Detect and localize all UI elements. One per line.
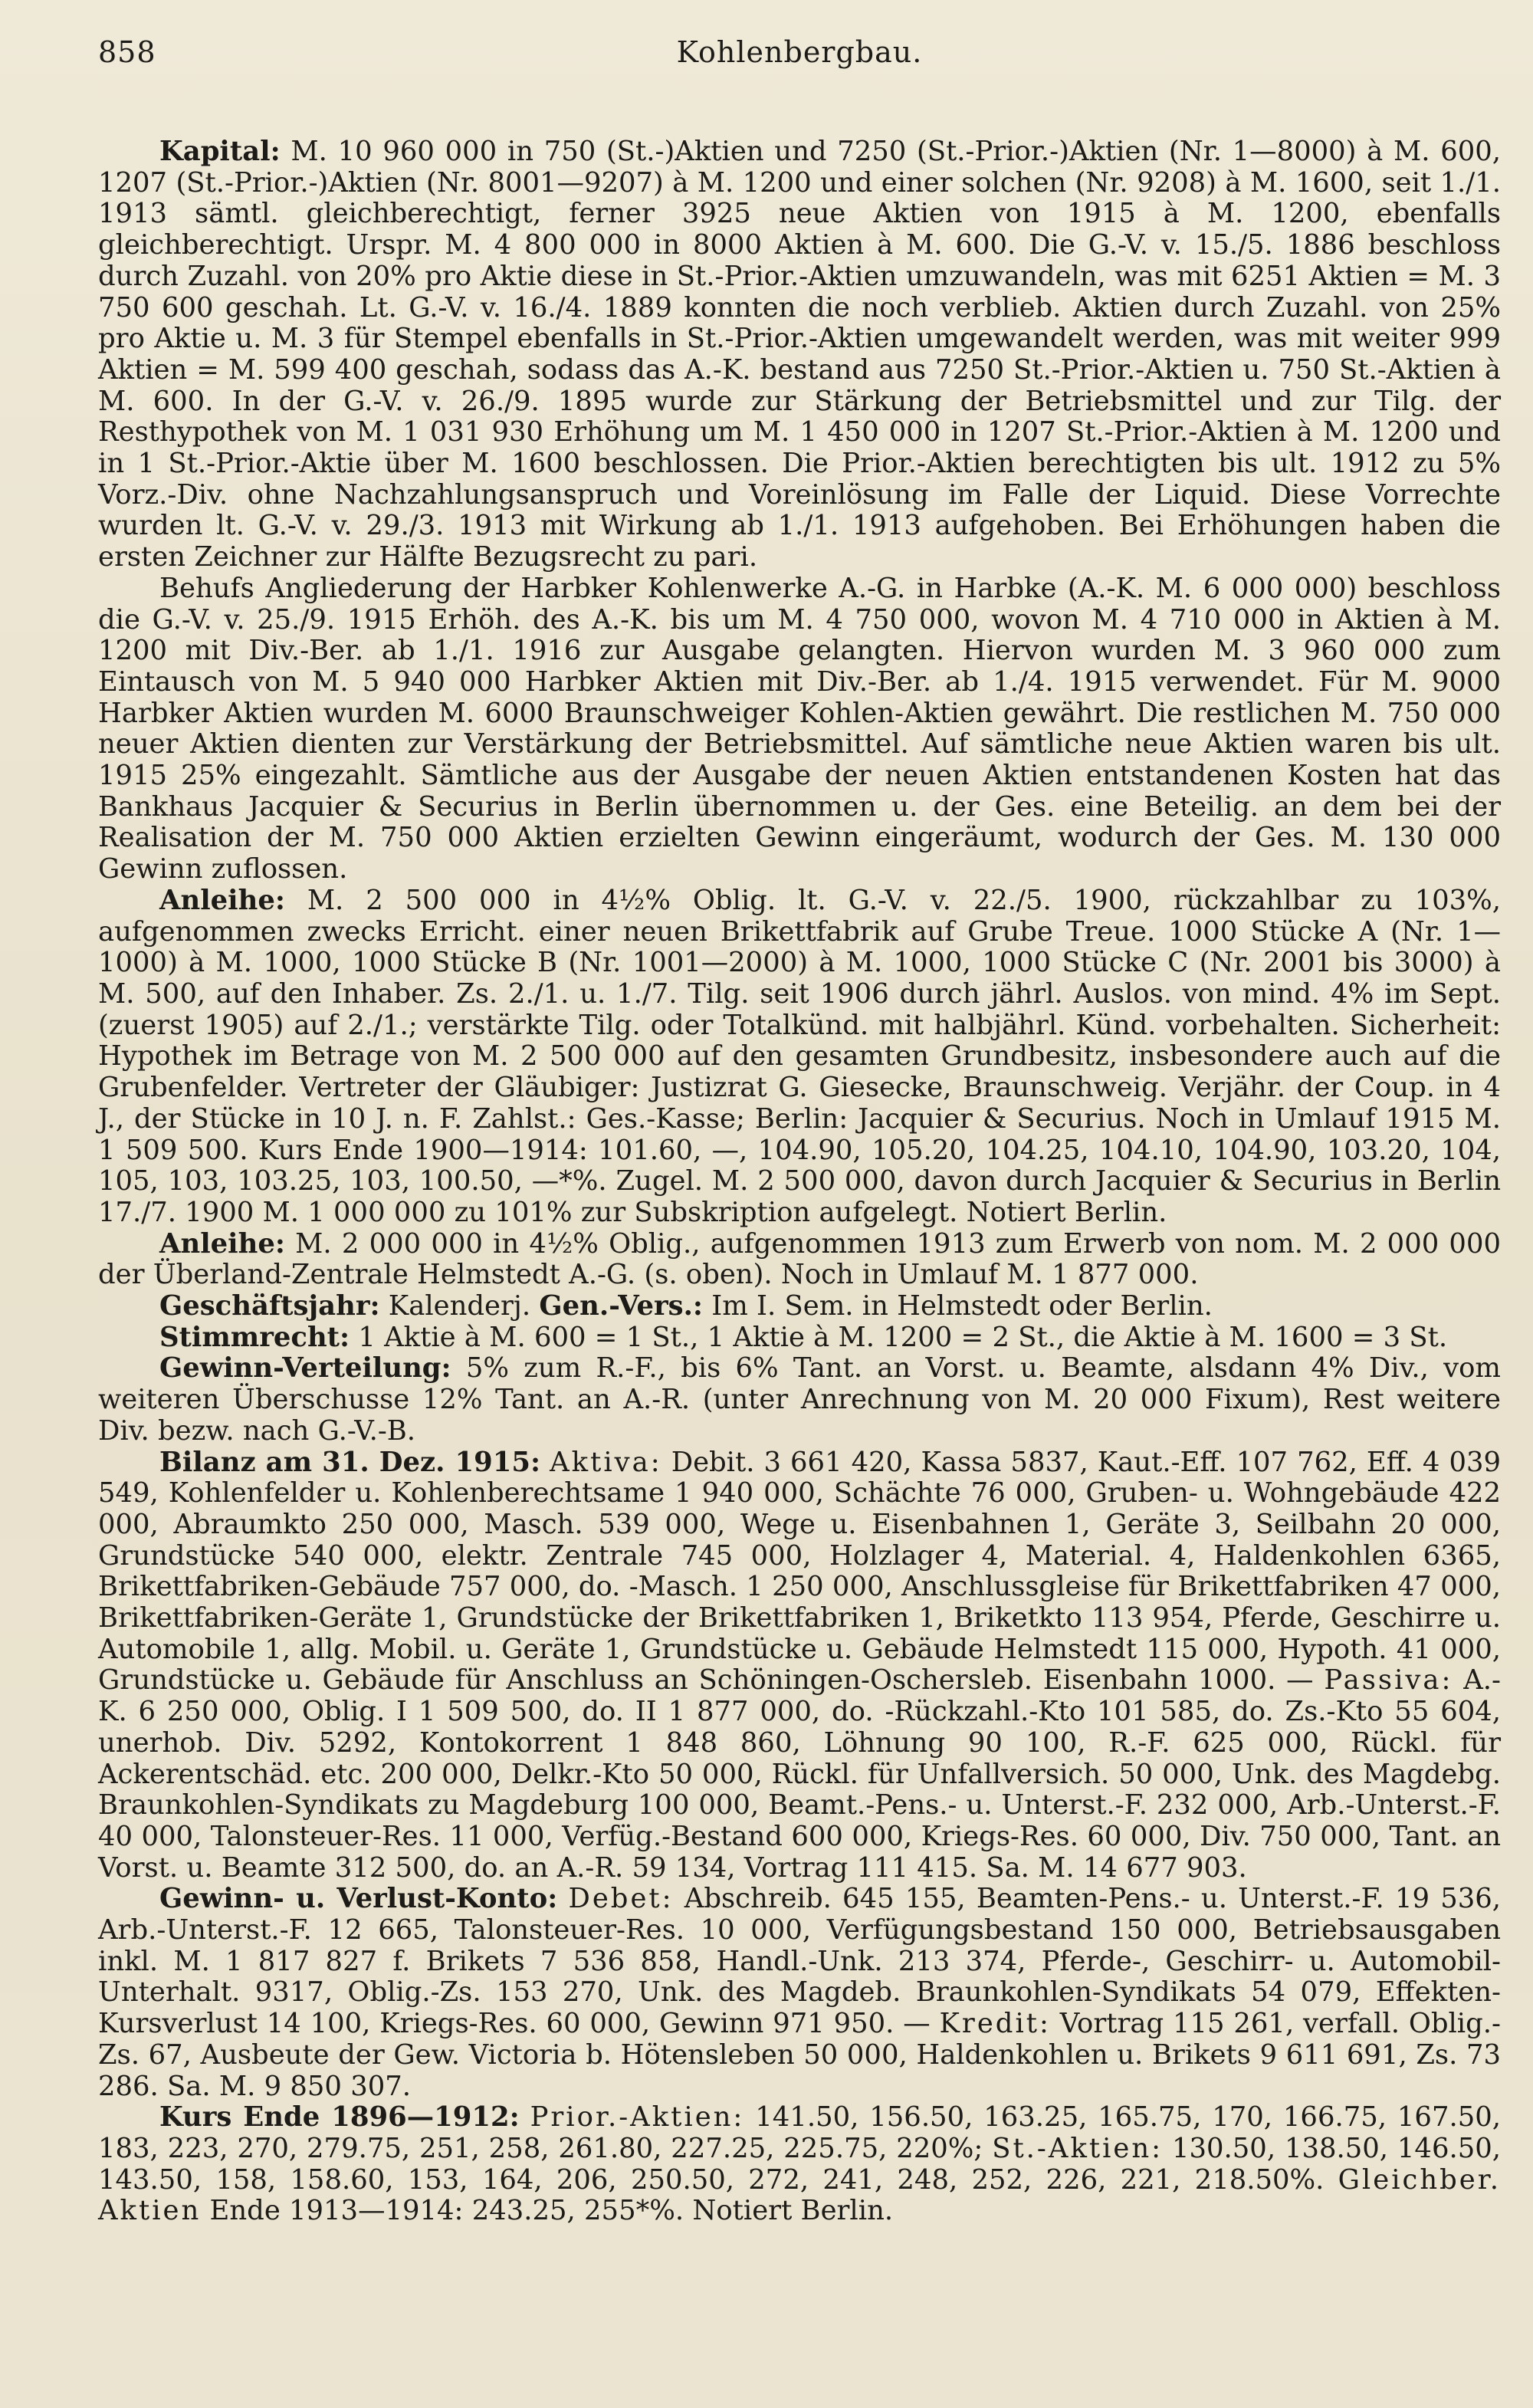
section-heading: Anleihe:	[159, 884, 285, 916]
spaced-label: Debet:	[568, 1883, 674, 1915]
section-heading: Gewinn-Verteilung:	[159, 1352, 451, 1385]
paragraph-text: M. 2 500 000 in 4½% Oblig. lt. G.-V. v. 22./5. 1900, rückzahlbar zu 103%, aufgenommen zwecks Erricht. einer neuen Brikettfabrik auf Grube Treue. 1000 Stücke A (Nr. 1—1000) à M. 1000, 1000 Stücke B (Nr. 1001—2000) à M. 1000, 1000 Stücke C (Nr. 2001 bis 3000) à M. 500, auf den Inhaber. Zs. 2./1. u. 1./7. Tilg. seit 1906 durch jährl. Auslos. von mind. 4% im Sept. (zuerst 1905) auf 2./1.; verstärkte Tilg. oder Totalkünd. mit halbjährl. Künd. vorbehalten. Sicherheit: Hypothek im Betrage von M. 2 500 000 auf den gesamten Grundbesitz, insbesondere auch auf die Grubenfelder. Vertreter der Gläubiger: Justizrat G. Giesecke, Braunschweig. Verjähr. der Coup. in 4 J., der Stücke in 10 J. n. F. Zahlst.: Ges.-Kasse; Berlin: Jacquier & Securius. Noch in Umlauf 1915 M. 1 509 500. Kurs Ende 1900—1914: 101.60, —, 104.90, 105.20, 104.25, 104.10, 104.90, 103.20, 104, 105, 103, 103.25, 103, 100.50, —*%. Zugel. M. 2 500 000, davon durch Jacquier & Securius in Berlin 17./7. 1900 M. 1 000 000 zu 101% zur Subskription aufgelegt. Notiert Berlin.	[98, 884, 1501, 1228]
paragraph-text: Vortrag 115 261, verfall. Oblig.-Zs. 67, Ausbeute der Gew. Victoria b. Hötensleben 50 000, Haldenkohlen u. Brikets 9 611 691, Zs. 73 286. Sa. M. 9 850 307.	[98, 2008, 1501, 2102]
paragraph-text: 130.50, 138.50, 146.50, 143.50, 158, 158.60, 153, 164, 206, 250.50, 272, 241, 248, 252, 226, 221, 218.50%.	[98, 2133, 1501, 2196]
paragraph-text: Kalenderj.	[379, 1290, 540, 1322]
section-heading: Anleihe:	[159, 1227, 285, 1260]
paragraph-angliederung	[98, 573, 1501, 885]
section-heading: Stimmrecht:	[159, 1321, 350, 1353]
spaced-label: Kredit:	[939, 2008, 1051, 2040]
paragraph-anleihe-1900	[98, 885, 1501, 1229]
paragraph-text: 141.50, 156.50, 163.25, 165.75, 170, 166.75, 167.50, 183, 223, 270, 279.75, 251, 258, 261.80, 227.25, 225.75, 220%;	[98, 2101, 1501, 2164]
paragraph-text: Behufs Angliederung der Harbker Kohlenwerke A.-G. in Harbke (A.-K. M. 6 000 000) beschloss die G.-V. v. 25./9. 1915 Erhöh. des A.-K. bis um M. 4 750 000, wovon M. 4 710 000 in Aktien à M. 1200 mit Div.-Ber. ab 1./1. 1916 zur Ausgabe gelangten. Hiervon wurden M. 3 960 000 zum Eintausch von M. 5 940 000 Harbker Aktien mit Div.-Ber. ab 1./4. 1915 verwendet. Für M. 9000 Harbker Aktien wurden M. 6000 Braunschweiger Kohlen-Aktien gewährt. Die restlichen M. 750 000 neuer Aktien dienten zur Verstärkung der Betriebsmittel. Auf sämtliche neue Aktien waren bis ult. 1915 25% eingezahlt. Sämtliche aus der Ausgabe der neuen Aktien entstandenen Kosten hat das Bankhaus Jacquier & Securius in Berlin übernommen u. der Ges. eine Beteilig. an dem bei der Realisation der M. 750 000 Aktien erzielten Gewinn eingeräumt, wodurch der Ges. M. 130 000 Gewinn zuflossen.	[98, 572, 1501, 885]
paragraph-stimmrecht	[98, 1322, 1501, 1354]
paragraph-text: A.-K. 6 250 000, Oblig. I 1 509 500, do. II 1 877 000, do. -Rückzahl.-Kto 101 585, do. Zs.-Kto 55 604, unerhob. Div. 5292, Kontokorrent 1 848 860, Löhnung 90 100, R.-F. 625 000, Rückl. für Ackerentschäd. etc. 200 000, Delkr.-Kto 50 000, Rückl. für Unfallversich. 50 000, Unk. des Magdebg. Braunkohlen-Syndikats zu Magdeburg 100 000, Beamt.-Pens.- u. Unterst.-F. 232 000, Arb.-Unterst.-F. 40 000, Talonsteuer-Res. 11 000, Verfüg.-Bestand 600 000, Kriegs-Res. 60 000, Div. 750 000, Tant. an Vorst. u. Beamte 312 500, do. an A.-R. 59 134, Vortrag 111 415. Sa. M. 14 677 903.	[98, 1664, 1502, 1884]
page-number: 858	[98, 35, 156, 69]
spaced-label: Gleichber. Aktien	[98, 2163, 1501, 2227]
section-heading: Kapital:	[159, 136, 281, 167]
paragraph-bilanz	[98, 1447, 1501, 1884]
paragraph-text: 5% zum R.-F., bis 6% Tant. an Vorst. u. Beamte, alsdann 4% Div., vom weiteren Überschusse 12% Tant. an A.-R. (unter Anrechnung von M. 20 000 Fixum), Rest weitere Div. bezw. nach G.-V.-B.	[98, 1352, 1501, 1447]
paragraph-text: Abschreib. 645 155, Beamten-Pens.- u. Unterst.-F. 19 536, Arb.-Unterst.-F. 12 665, Talonsteuer-Res. 10 000, Verfügungsbestand 150 000, Betriebsausgaben inkl. M. 1 817 827 f. Brikets 7 536 858, Handl.-Unk. 213 374, Pferde-, Geschirr- u. Automobil-Unterhalt. 9317, Oblig.-Zs. 153 270, Unk. des Magdeb. Braunkohlen-Syndikats 54 079, Effekten-Kursverlust 14 100, Kriegs-Res. 60 000, Gewinn 971 950. —	[98, 1883, 1501, 2040]
section-heading: Gewinn- u. Verlust-Konto:	[159, 1883, 558, 1915]
document-body	[98, 136, 1501, 2227]
section-heading: Kurs Ende 1896—1912:	[159, 2101, 520, 2134]
paragraph-text: Debit. 3 661 420, Kassa 5837, Kaut.-Eff. 107 762, Eff. 4 039 549, Kohlenfelder u. Kohlenberechtsame 1 940 000, Schächte 76 000, Gruben- u. Wohngebäude 422 000, Abraumkto 250 000, Masch. 539 000, Wege u. Eisenbahnen 1, Geräte 3, Seilbahn 20 000, Grundstücke 540 000, elektr. Zentrale 745 000, Holzlager 4, Material. 4, Haldenkohlen 6365, Brikettfabriken-Gebäude 757 000, do. -Masch. 1 250 000, Anschlussgleise für Brikettfabriken 47 000, Brikettfabriken-Geräte 1, Grundstücke der Brikettfabriken 1, Briketkto 113 954, Pferde, Geschirre u. Automobile 1, allg. Mobil. u. Geräte 1, Grundstücke u. Gebäude Helmstedt 115 000, Hypoth. 41 000, Grundstücke u. Gebäude für Anschluss an Schöningen-Oschersleb. Eisenbahn 1000. —	[98, 1446, 1502, 1697]
paragraph-kapital	[98, 136, 1501, 573]
paragraph-text: M. 2 000 000 in 4½% Oblig., aufgenommen 1913 zum Erwerb von nom. M. 2 000 000 der Überland-Zentrale Helmstedt A.-G. (s. oben). Noch in Umlauf M. 1 877 000.	[98, 1227, 1501, 1291]
spaced-label: Passiva:	[1324, 1664, 1453, 1697]
paragraph-text: M. 10 960 000 in 750 (St.-)Aktien und 7250 (St.-Prior.-)Aktien (Nr. 1—8000) à M. 600, 1207 (St.-Prior.-)Aktien (Nr. 8001—9207) à M. 1200 und einer solchen (Nr. 9208) à M. 1600, seit 1./1. 1913 sämtl. gleichberechtigt, ferner 3925 neue Aktien von 1915 à M. 1200, ebenfalls gleichberechtigt. Urspr. M. 4 800 000 in 8000 Aktien à M. 600. Die G.-V. v. 15./5. 1886 beschloss durch Zuzahl. von 20% pro Aktie diese in St.-Prior.-Aktien umzuwandeln, was mit 6251 Aktien = M. 3 750 600 geschah. Lt. G.-V. v. 16./4. 1889 konnten die noch verblieb. Aktien durch Zuzahl. von 25% pro Aktie u. M. 3 für Stempel ebenfalls in St.-Prior.-Aktien umgewandelt werden, was mit weiter 999 Aktien = M. 599 400 geschah, sodass das A.-K. bestand aus 7250 St.-Prior.-Aktien u. 750 St.-Aktien à M. 600. In der G.-V. v. 26./9. 1895 wurde zur Stärkung der Betriebsmittel und zur Tilg. der Resthypothek von M. 1 031 930 Erhöhung um M. 1 450 000 in 1207 St.-Prior.-Aktien à M. 1200 und in 1 St.-Prior.-Aktie über M. 1600 beschlossen. Die Prior.-Aktien berechtigten bis ult. 1912 zu 5% Vorz.-Div. ohne Nachzahlungsanspruch und Voreinlösung im Falle der Liquid. Diese Vorrechte wurden lt. G.-V. v. 29./3. 1913 mit Wirkung ab 1./1. 1913 aufgehoben. Bei Erhöhungen haben die ersten Zeichner zur Hälfte Bezugsrecht zu pari.	[98, 136, 1501, 573]
running-title: Kohlenbergbau.	[676, 35, 923, 69]
paragraph-text: 1 Aktie à M. 600 = 1 St., 1 Aktie à M. 1200 = 2 St., die Aktie à M. 1600 = 3 St.	[350, 1321, 1448, 1353]
paragraph-kurs	[98, 2102, 1501, 2227]
spaced-label: Aktiva:	[550, 1446, 662, 1478]
spaced-label: Prior.-Aktien:	[530, 2101, 745, 2134]
section-heading: Geschäftsjahr:	[159, 1290, 380, 1322]
paragraph-text: Im I. Sem. in Helmstedt oder Berlin.	[703, 1290, 1213, 1322]
paragraph-geschaeftsjahr	[98, 1291, 1501, 1322]
section-heading: Bilanz am 31. Dez. 1915:	[159, 1446, 541, 1478]
spaced-label: St.-Aktien:	[992, 2133, 1164, 2164]
page-header	[98, 35, 1501, 81]
section-heading: Gen.-Vers.:	[539, 1290, 703, 1322]
paragraph-gewinn-verteilung	[98, 1353, 1501, 1447]
paragraph-anleihe-1913	[98, 1229, 1501, 1291]
paragraph-gewinn-verlust	[98, 1884, 1501, 2102]
paragraph-text: Ende 1913—1914: 243.25, 255*%. Notiert Berlin.	[201, 2195, 894, 2227]
